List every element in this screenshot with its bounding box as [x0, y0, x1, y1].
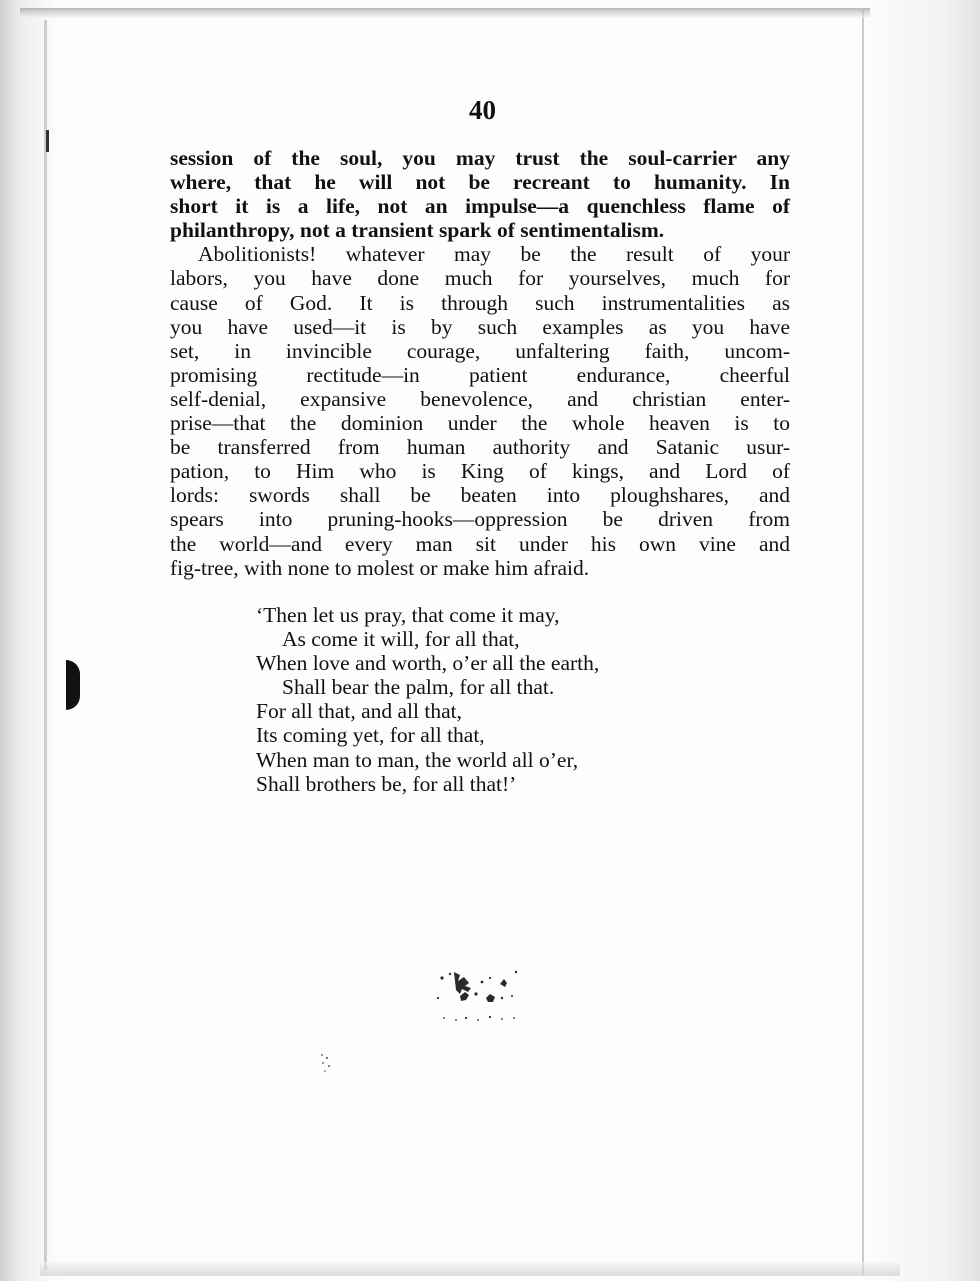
page-fold-line	[862, 10, 864, 1275]
poem-line: ‘Then let us pray, that come it may,	[256, 603, 560, 627]
text-line: short it is a life, not an impulse—a quenchless flame of	[170, 194, 790, 219]
text-line: philanthropy, not a transient spark of sentimentalism.	[170, 218, 665, 243]
text-line: you have used—it is by such examples as you have	[170, 314, 790, 339]
poem-line: Its coming yet, for all that,	[256, 723, 485, 748]
text-line: fig-tree, with none to molest or make him afraid.	[170, 555, 590, 580]
text-line: lords: swords shall be beaten into ploughshares, and	[170, 483, 790, 508]
text-line: pation, to Him who is King of kings, and Lord of	[170, 459, 790, 484]
text-line: promising rectitude—in patient endurance, cheerful	[170, 362, 790, 387]
text-line: where, that he will not be recreant to humanity. In	[170, 170, 790, 195]
text-line: self-denial, expansive benevolence, and christian enter-	[170, 386, 790, 411]
page-number: 40	[469, 95, 496, 125]
page-bottom-edge	[40, 1262, 900, 1276]
poem-line: When man to man, the world all o’er,	[256, 747, 579, 772]
page-top-edge	[20, 8, 870, 18]
binding-hole	[66, 660, 80, 710]
page-right-edge	[860, 0, 980, 1281]
poem-line: For all that, and all that,	[256, 699, 462, 724]
poem-line: As come it will, for all that,	[282, 627, 520, 652]
ink-smudge	[318, 1052, 334, 1074]
ornament-icon	[430, 968, 545, 1028]
body-text	[170, 146, 790, 580]
text-line: prise—that the dominion under the whole heaven is to	[170, 411, 790, 436]
poem-line: Shall brothers be, for all that!’	[256, 771, 517, 796]
text-line: spears into pruning-hooks—oppression be driven from	[170, 507, 790, 532]
binding-mark	[46, 130, 49, 152]
text-line: Abolitionists! whatever may be the result of your	[198, 242, 790, 267]
text-line: be transferred from human authority and Satanic usur-	[170, 435, 790, 460]
poem-stanza	[256, 603, 736, 796]
binding-shadow	[44, 20, 47, 1270]
poem-line: When love and worth, o’er all the earth,	[256, 651, 600, 676]
text-line: set, in invincible courage, unfaltering faith, uncom-	[170, 338, 790, 363]
text-line: the world—and every man sit under his own vine and	[170, 531, 790, 556]
page-left-edge	[0, 0, 60, 1281]
text-line: cause of God. It is through such instrumentalities as	[170, 290, 790, 315]
text-line: session of the soul, you may trust the soul-carrier any	[170, 146, 790, 170]
text-line: labors, you have done much for yourselves, much for	[170, 266, 790, 291]
poem-line: Shall bear the palm, for all that.	[282, 675, 555, 700]
